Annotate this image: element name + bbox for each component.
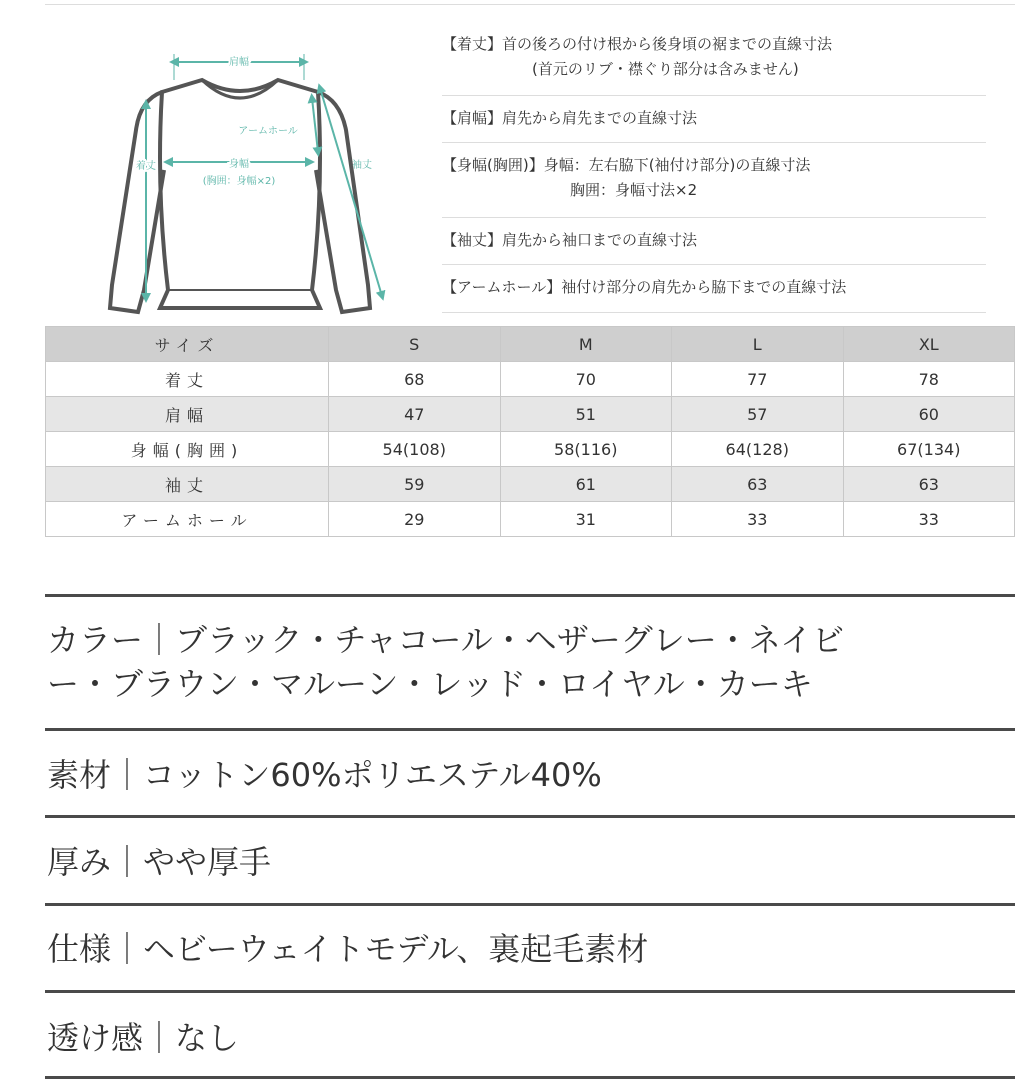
table-cell: 51 <box>500 397 672 432</box>
body-width-label: 身幅 <box>229 159 249 170</box>
table-cell: 47 <box>329 397 501 432</box>
legend-body-note: 胸囲：身幅寸法×2 <box>570 181 698 199</box>
legend-row-sleeve <box>442 218 986 265</box>
row-label: 肩幅 <box>46 397 329 432</box>
legend-row-armhole <box>442 265 986 313</box>
legend-shoulder-text: 【肩幅】肩先から肩先までの直線寸法 <box>442 109 698 127</box>
spec-divider <box>45 1076 1015 1079</box>
table-cell: 61 <box>500 467 672 502</box>
spec-sheer: 透け感｜なし <box>47 1019 240 1057</box>
table-cell: 63 <box>672 467 844 502</box>
spec-divider <box>45 990 1015 993</box>
legend-length-note: (首元のリブ・襟ぐり部分は含みません) <box>532 60 799 78</box>
spec-divider <box>45 903 1015 906</box>
table-cell: 78 <box>843 362 1015 397</box>
body-width-sublabel: (胸囲：身幅×2) <box>202 176 276 187</box>
sweatshirt-diagram <box>100 40 400 320</box>
legend-row-body <box>442 143 986 218</box>
table-row <box>46 467 1015 502</box>
length-label: 着丈 <box>136 161 156 172</box>
row-label: 着丈 <box>46 362 329 397</box>
row-label: 身幅(胸囲) <box>46 432 329 467</box>
row-label: アームホール <box>46 502 329 537</box>
table-cell: 59 <box>329 467 501 502</box>
legend-row-length <box>442 30 986 96</box>
table-cell: 33 <box>843 502 1015 537</box>
header-xl: XL <box>843 327 1015 362</box>
legend-sleeve-text: 【袖丈】肩先から袖口までの直線寸法 <box>442 231 698 249</box>
legend-row-shoulder <box>442 96 986 143</box>
spec-divider <box>45 594 1015 597</box>
table-cell: 60 <box>843 397 1015 432</box>
sleeve-arrow <box>320 88 382 296</box>
table-cell: 29 <box>329 502 501 537</box>
shoulder-label: 肩幅 <box>229 57 249 68</box>
spec-material: 素材｜コットン60%ポリエステル40% <box>47 756 602 794</box>
header-l: L <box>672 327 844 362</box>
table-cell: 70 <box>500 362 672 397</box>
legend-armhole-text: 【アームホール】袖付け部分の肩先から脇下までの直線寸法 <box>442 278 847 296</box>
spec-divider <box>45 815 1015 818</box>
table-cell: 58(116) <box>500 432 672 467</box>
table-cell: 68 <box>329 362 501 397</box>
table-cell: 67(134) <box>843 432 1015 467</box>
header-s: S <box>329 327 501 362</box>
header-m: M <box>500 327 672 362</box>
table-cell: 31 <box>500 502 672 537</box>
top-divider <box>45 4 1015 5</box>
table-cell: 64(128) <box>672 432 844 467</box>
table-row <box>46 397 1015 432</box>
table-row <box>46 502 1015 537</box>
legend-body-text: 【身幅(胸囲)】身幅：左右脇下(袖付け部分)の直線寸法 <box>442 156 811 174</box>
table-cell: 33 <box>672 502 844 537</box>
spec-spec: 仕様｜ヘビーウェイトモデル、裏起毛素材 <box>47 930 649 968</box>
header-size: サイズ <box>46 327 329 362</box>
armhole-label: アームホール <box>238 126 298 137</box>
table-row <box>46 432 1015 467</box>
sleeve-label: 袖丈 <box>352 160 372 171</box>
table-cell: 57 <box>672 397 844 432</box>
table-row <box>46 362 1015 397</box>
spec-color-line1: カラー｜ブラック・チャコール・ヘザーグレー・ネイビ <box>47 621 845 659</box>
spec-color <box>47 618 1007 706</box>
table-cell: 54(108) <box>329 432 501 467</box>
size-table <box>45 326 1015 537</box>
legend-length-text: 【着丈】首の後ろの付け根から後身頃の裾までの直線寸法 <box>442 35 833 53</box>
row-label: 袖丈 <box>46 467 329 502</box>
table-cell: 63 <box>843 467 1015 502</box>
spec-color-line2: ー・ブラウン・マルーン・レッド・ロイヤル・カーキ <box>47 665 813 703</box>
table-cell: 77 <box>672 362 844 397</box>
spec-thickness: 厚み｜やや厚手 <box>47 843 272 881</box>
measurement-legend <box>442 30 986 313</box>
size-table-header <box>46 327 1015 362</box>
spec-divider <box>45 728 1015 731</box>
